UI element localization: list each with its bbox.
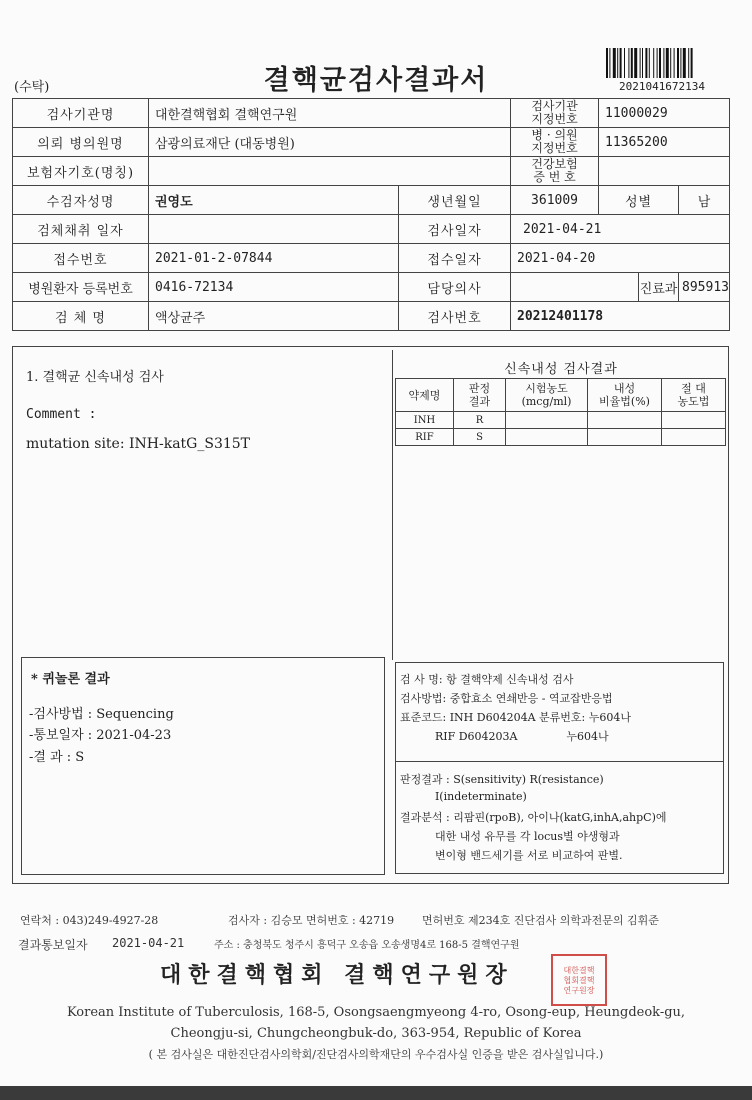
receipt-date-value: 2021-04-20	[511, 244, 730, 273]
organization-name: 대한결핵협회 결핵연구원장	[160, 962, 514, 988]
quinolone-box	[21, 657, 385, 875]
ratio-cell	[588, 429, 662, 446]
lab-no-label: 검사기관 지정번호	[511, 99, 599, 128]
table-row	[396, 429, 726, 446]
test-date-value: 2021-04-21	[511, 215, 730, 244]
table-row	[13, 99, 730, 128]
lab-no-value: 11000029	[599, 99, 730, 128]
col-header-abs: 절 대 농도법	[662, 379, 726, 412]
dept-label: 진료과	[639, 273, 679, 302]
specimen-value: 액상균주	[149, 302, 399, 331]
drug-cell: INH	[396, 412, 454, 429]
header-table	[12, 98, 730, 331]
clinic-no-label: 병 · 의원 지정번호	[511, 128, 599, 157]
dob-value: 361009	[511, 186, 599, 215]
quinolone-result: -결 과 : S	[29, 750, 85, 765]
vertical-divider	[392, 350, 393, 660]
table-row	[13, 302, 730, 331]
receipt-date-label: 접수일자	[399, 244, 511, 273]
doctor-label: 담당의사	[399, 273, 511, 302]
collect-value	[149, 215, 399, 244]
col-header-conc: 시험농도 (mcg/ml)	[506, 379, 588, 412]
col-header-drug: 약제명	[396, 379, 454, 412]
dept-value: 895913	[679, 273, 730, 302]
specimen-label: 검 체 명	[13, 302, 149, 331]
conc-cell	[506, 412, 588, 429]
reg-value: 0416-72134	[149, 273, 399, 302]
col-header-result: 판정 결과	[454, 379, 506, 412]
abs-cell	[662, 412, 726, 429]
report-date-label: 결과통보일자	[18, 938, 88, 952]
test-no-value: 20212401178	[511, 302, 730, 331]
info-line: RIF D604203A 누604나	[400, 730, 609, 743]
receipt-no-label: 접수번호	[13, 244, 149, 273]
sex-label: 성별	[599, 186, 679, 215]
test-date-label: 검사일자	[399, 215, 511, 244]
bottom-edge	[0, 1086, 752, 1100]
barcode-number: 2021041672134	[618, 80, 706, 93]
quinolone-title: * 퀴놀론 결과	[31, 672, 110, 687]
result-table-title: 신속내성 검사결과	[504, 362, 618, 377]
col-header-ratio: 내성 비율법(%)	[588, 379, 662, 412]
mutation-site: mutation site: INH-katG_S315T	[26, 436, 251, 452]
reg-label: 병원환자 등록번호	[13, 273, 149, 302]
info-line: 판정결과 : S(sensitivity) R(resistance)	[400, 773, 604, 786]
insurance-value	[149, 157, 511, 186]
insurance-label: 보험자기호(명칭)	[13, 157, 149, 186]
table-row	[13, 186, 730, 215]
info-line: 표준코드: INH D604204A 분류번호: 누604나	[400, 711, 631, 724]
lab-label: 검사기관명	[13, 99, 149, 128]
barcode-icon	[606, 48, 716, 78]
result-table	[395, 378, 726, 446]
info-line: 검사방법: 중합효소 연쇄반응 - 역교잡반응법	[400, 692, 613, 705]
certification-note: ( 본 검사실은 대한진단검사의학회/진단검사의학재단의 우수검사실 인증을 받은 검사실입니다.)	[148, 1048, 604, 1061]
table-row	[13, 157, 730, 186]
quinolone-method: -검사방법 : Sequencing	[29, 707, 174, 722]
lab-value: 대한결핵협회 결핵연구원	[149, 99, 511, 128]
ref-value: 삼광의료재단 (대동병원)	[149, 128, 511, 157]
quinolone-report-date: -통보일자 : 2021-04-23	[29, 728, 172, 743]
clinic-no-value: 11365200	[599, 128, 730, 157]
info-line: 결과분석 : 리팜핀(rpoB), 아이나(katG,inhA,ahpC)에	[400, 811, 667, 824]
info-divider	[395, 761, 724, 762]
english-address-line2: Cheongju-si, Chungcheongbuk-do, 363-954, Republic of Korea	[170, 1026, 582, 1041]
examiner-info: 검사자 : 김승모 면허번호 : 42719	[228, 914, 395, 927]
sex-value: 남	[679, 186, 730, 215]
receipt-no-value: 2021-01-2-07844	[149, 244, 399, 273]
address-info: 주소 : 충청북도 청주시 흥덕구 오송읍 오송생명4로 168-5 결핵연구원	[214, 940, 520, 951]
english-address-line1: Korean Institute of Tuberculosis, 168-5, Osongsaengmyeong 4-ro, Osong-eup, Heungdeok-gu,	[66, 1005, 686, 1020]
document-title: 결핵균검사결과서	[263, 65, 489, 96]
contact-info: 연락처 : 043)249-4927-28	[20, 914, 159, 927]
section-title: 1. 결핵균 신속내성 검사	[26, 370, 164, 385]
result-cell: S	[454, 429, 506, 446]
license-info: 면허번호 제234호 진단검사 의학과전문의 김휘준	[422, 914, 659, 927]
table-row	[13, 273, 730, 302]
document-tag: (수탁)	[14, 80, 50, 95]
info-line: I(indeterminate)	[400, 790, 527, 803]
comment-label: Comment :	[26, 407, 97, 422]
patient-value: 권영도	[149, 186, 399, 215]
table-row	[396, 412, 726, 429]
health-card-value	[599, 157, 730, 186]
result-cell: R	[454, 412, 506, 429]
info-line: 변이형 밴드세기를 서로 비교하여 판별.	[400, 849, 623, 862]
drug-cell: RIF	[396, 429, 454, 446]
info-line: 검 사 명: 항 결핵약제 신속내성 검사	[400, 673, 574, 686]
health-card-label: 건강보험 증 번 호	[511, 157, 599, 186]
collect-label: 검체채취 일자	[13, 215, 149, 244]
patient-label: 수검자성명	[13, 186, 149, 215]
ref-label: 의뢰 병의원명	[13, 128, 149, 157]
report-date-value: 2021-04-21	[112, 936, 185, 950]
info-line: 대한 내성 유무를 각 locus별 야생형과	[400, 830, 620, 843]
table-row	[13, 215, 730, 244]
doctor-value	[511, 273, 639, 302]
official-seal-icon: 대한결핵 협회결핵 연구원장	[551, 954, 607, 1006]
test-no-label: 검사번호	[399, 302, 511, 331]
dob-label: 생년월일	[399, 186, 511, 215]
table-row	[13, 244, 730, 273]
table-row	[13, 128, 730, 157]
abs-cell	[662, 429, 726, 446]
conc-cell	[506, 429, 588, 446]
ratio-cell	[588, 412, 662, 429]
table-header-row	[396, 379, 726, 412]
